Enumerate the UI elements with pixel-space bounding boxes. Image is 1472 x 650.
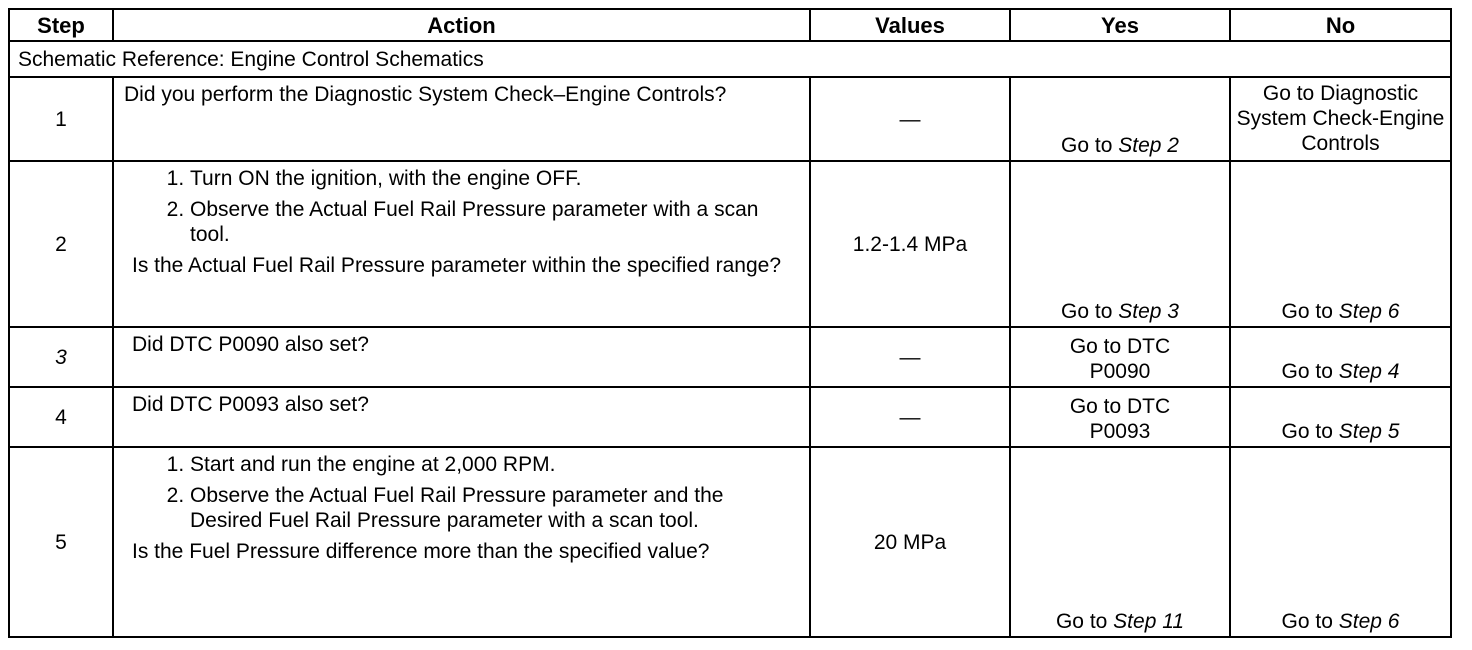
table-row <box>9 327 1451 387</box>
no-prefix: Go to <box>1281 360 1339 383</box>
step-number: 2 <box>9 161 113 327</box>
action-cell <box>113 387 810 447</box>
yes-step: Step 11 <box>1113 610 1185 633</box>
yes-prefix: Go to <box>1061 134 1119 157</box>
no-cell: Go to Diagnostic System Check-Engine Controls <box>1230 77 1451 161</box>
no-prefix: Go to <box>1281 610 1339 633</box>
table-row <box>9 77 1451 161</box>
header-row <box>9 9 1451 41</box>
diagnostic-table <box>8 8 1452 638</box>
table-row <box>9 447 1451 637</box>
no-cell <box>1230 387 1451 447</box>
action-cell <box>113 161 810 327</box>
no-step: Step 5 <box>1338 420 1400 443</box>
action-list <box>124 166 799 247</box>
step-number: 5 <box>9 447 113 637</box>
no-prefix: Go to <box>1281 300 1339 323</box>
header-step: Step <box>9 9 113 41</box>
action-question: Did you perform the Diagnostic System Check–Engine Controls? <box>124 83 727 106</box>
schematic-reference: Schematic Reference: Engine Control Schematics <box>9 41 1451 77</box>
yes-step: Step 2 <box>1118 134 1179 157</box>
no-prefix: Go to <box>1281 420 1339 443</box>
step-number: 4 <box>9 387 113 447</box>
value-cell: — <box>810 387 1010 447</box>
step-number: 1 <box>9 77 113 161</box>
action-item: 2. Observe the Actual Fuel Rail Pressure parameter with a scan tool. <box>190 197 799 247</box>
action-list <box>124 452 799 533</box>
action-question: Did DTC P0093 also set? <box>132 393 369 416</box>
yes-prefix: Go to <box>1061 300 1119 323</box>
action-cell <box>113 447 810 637</box>
action-item: 2. Observe the Actual Fuel Rail Pressure parameter and the Desired Fuel Rail Pressure parameter with a scan tool. <box>190 483 799 533</box>
no-step: Step 6 <box>1338 610 1400 633</box>
yes-cell <box>1010 161 1230 327</box>
table-row <box>9 161 1451 327</box>
yes-step: Step 3 <box>1118 300 1179 323</box>
yes-prefix: Go to <box>1055 610 1114 633</box>
header-values: Values <box>810 9 1010 41</box>
value-cell: 1.2-1.4 MPa <box>810 161 1010 327</box>
action-question: Is the Actual Fuel Rail Pressure parameter within the specified range? <box>132 254 782 277</box>
no-step: Step 6 <box>1338 300 1400 323</box>
header-no: No <box>1230 9 1451 41</box>
value-cell: 20 MPa <box>810 447 1010 637</box>
no-cell <box>1230 327 1451 387</box>
yes-cell: Go to DTC P0090 <box>1010 327 1230 387</box>
no-step: Step 4 <box>1338 360 1400 383</box>
action-item: 1. Turn ON the ignition, with the engine OFF. <box>190 166 799 191</box>
header-action: Action <box>113 9 810 41</box>
header-yes: Yes <box>1010 9 1230 41</box>
value-cell: — <box>810 327 1010 387</box>
yes-cell <box>1010 447 1230 637</box>
action-cell <box>113 77 810 161</box>
no-cell <box>1230 447 1451 637</box>
action-cell <box>113 327 810 387</box>
action-item: 1. Start and run the engine at 2,000 RPM. <box>190 452 799 477</box>
schematic-reference-row <box>9 41 1451 77</box>
step-number: 3 <box>9 327 113 387</box>
yes-cell: Go to DTC P0093 <box>1010 387 1230 447</box>
action-question: Is the Fuel Pressure difference more than the specified value? <box>132 540 710 563</box>
table-row <box>9 387 1451 447</box>
yes-cell <box>1010 77 1230 161</box>
value-cell: — <box>810 77 1010 161</box>
action-question: Did DTC P0090 also set? <box>132 333 369 356</box>
no-cell <box>1230 161 1451 327</box>
diagnostic-table-container <box>8 8 1450 638</box>
